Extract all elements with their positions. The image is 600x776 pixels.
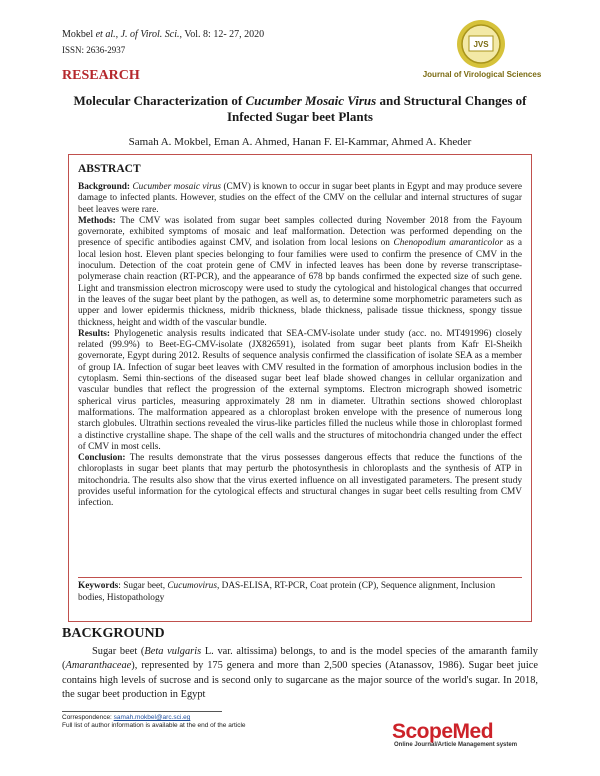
footnote-divider	[62, 711, 222, 712]
correspondence: Correspondence: samah.mokbel@arc.sci.eg	[62, 714, 191, 721]
article-type: RESEARCH	[62, 68, 140, 83]
abstract-conclusion: Conclusion: The results demonstrate that the virus possesses dangerous effects that reduce the functions of the chloroplasts in sugar beet plants that may perturb the photosynthesis in chloroplasts and the synthesis of ATP in mitochondria. The results also show that the virus exerted influence on all investigated parameters. The present study provides useful information for the cytological effects and structural changes in sugar beet cells resulting from CMV infection.	[78, 453, 522, 509]
journal-name: Journal of Virological Sciences	[422, 70, 542, 79]
scopemed-logo: ScopeMed	[392, 720, 494, 743]
logo-initials: JVS	[473, 40, 489, 49]
article-title: Molecular Characterization of Cucumber Mosaic Virus and Structural Changes of Infected Sugar beet Plants	[73, 93, 527, 124]
issn: ISSN: 2636-2937	[62, 45, 126, 55]
scopemed-tagline: Online Journal/Article Management system	[394, 742, 518, 748]
abstract-background: Background: Cucumber mosaic virus (CMV) is known to occur in sugar beet plants in Egypt and may produce severe damage to infected plants. However, studies on the effect of the CMV on the cellular and internal structures of sugar beet leaves were rare.	[78, 182, 523, 215]
author-list: Samah A. Mokbel, Eman A. Ahmed, Hanan F. El-Kammar, Ahmed A. Kheder	[128, 136, 472, 148]
running-header: Mokbel et al., J. of Virol. Sci., Vol. 8: 12- 27, 2020	[62, 29, 265, 40]
abstract-heading: ABSTRACT	[78, 163, 141, 175]
email-link[interactable]: samah.mokbel@arc.sci.eg	[113, 714, 191, 721]
abstract-methods: Methods: The CMV was isolated from sugar beet samples collected during November 2018 from the Fayoum governorate, exhibited symptoms of mosaic and leaf malformation. Detection was performed depending on the presence of specific antibodies against CMV, and isolation from local lesions on Chenopodium amaranticolor as a local lesion host. Eleven plant species belonging to four families were used to confirm the presence of CMV in the inoculum. Detection of the coat protein gene of CMV in infected leaves has been done by reverse transcriptase-polymerase chain reaction (RT-PCR), and the appearance of 678 bp bands confirmed the expected size of such gene. Light and transmission electron microscopy were used to study the cytological and histological changes that occurred in the leaves of the sugar beet plant by the pathogen, as well as, to determine some morphometric parameters such as upper and lower epidermis thickness, midrib thickness, blade thickness, palisade tissue thickness, spongy tissue thickness, height and width of the vascular bundle.	[78, 215, 522, 328]
background-heading: BACKGROUND	[62, 626, 165, 641]
abstract-results: Results: Phylogenetic analysis results indicated that SEA-CMV-isolate under study (acc. no. MT491996) closely related (99.9%) to Beet-EG-CMV-isolate (JX826591), isolated from sugar beet plants from Kafr El-Sheikh governorate, Egypt during 2012. Results of sequence analysis confirmed the classification of isolate SEA as a member of group IA. Infection of sugar beet leaves with CMV resulted in the formation of amorphous inclusion bodies in the cytoplasm. Semi thin-sections of the diseased sugar beet leaf blade showed changes in cellular organization and vascular bundles that reflect the progression of the external symptoms. Electron micrograph showed isometric spherical virus particles, measuring approximately 28 nm in diameter. Ultrathin sections showed chloroplast malformations. The malformation appeared as a chloroplast broken envelope with the presence of numerous long starch globules. Ultrathin sections revealed the virus-like particles filled the nucleus while those in chloroplast formed a distinctive crystalline shape. The shape of the cell walls and the structures of mitochondria changed under the effect of CMV in most cells.	[78, 328, 522, 452]
keywords: Keywords: Sugar beet, Cucumovirus, DAS-ELISA, RT-PCR, Coat protein (CP), Sequence alignment, Inclusion bodies, Histopathology	[78, 577, 522, 604]
background-paragraph: Sugar beet (Beta vulgaris L. var. altissima) belongs, to and is the model species of the amaranth family (Amaranthaceae), represented by 175 genera and more than 2,500 species (Atanassov, 1986). Sugar beet juice contains high levels of sucrose and is second only to sugarcane as the major source of the world's sugar. In 2018, the sugar beet production in Egypt	[62, 646, 539, 701]
author-info-note: Full list of author information is available at the end of the article	[62, 722, 246, 729]
abstract-body	[78, 182, 522, 510]
